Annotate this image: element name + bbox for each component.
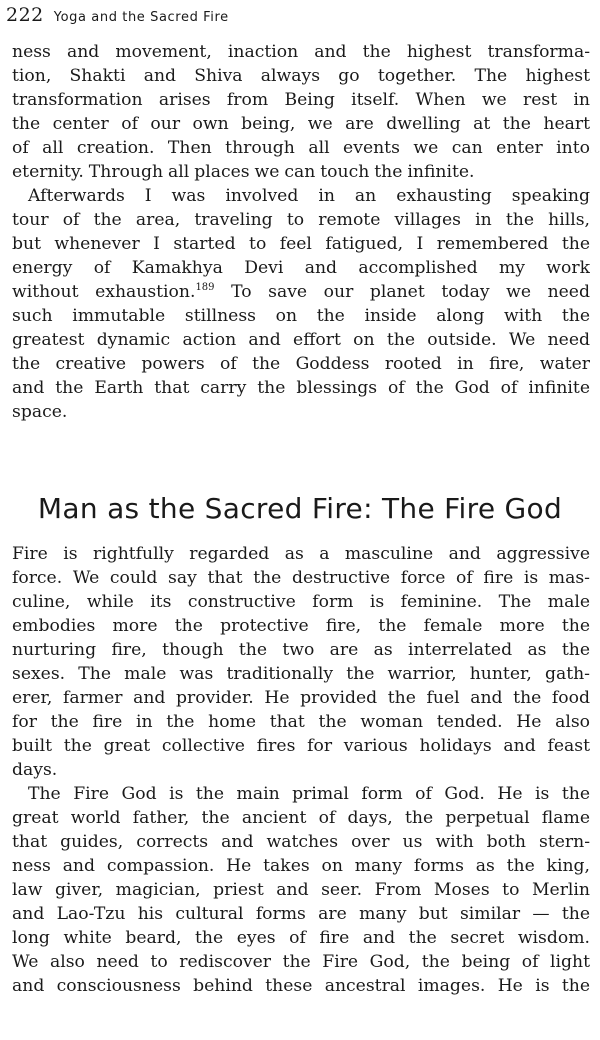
text-line: such immutable stillness on the inside along with the [12, 306, 590, 326]
text-line: great world father, the ancient of days, the perpetual flame [12, 808, 590, 828]
text-line: ness and compassion. He takes on many forms as the king, [12, 856, 590, 876]
text-line: the center of our own being, we are dwelling at the heart [12, 114, 590, 134]
text-line: tion, Shakti and Shiva always go together. The highest [12, 66, 590, 86]
text-line: culine, while its constructive form is feminine. The male [12, 592, 590, 612]
section-text [12, 542, 590, 998]
text-line: sexes. The male was traditionally the warrior, hunter, gath- [12, 664, 590, 684]
text-line: erer, farmer and provider. He provided the fuel and the food [12, 688, 590, 708]
text-line: and the Earth that carry the blessings of the God of infinite [12, 378, 590, 398]
text-line: that guides, corrects and watches over us with both stern- [12, 832, 590, 852]
text-line: We also need to rediscover the Fire God, the being of light [12, 952, 590, 972]
intro-text [12, 40, 590, 424]
text-line: The Fire God is the main primal form of God. He is the [28, 784, 590, 804]
footnote-text-line [12, 280, 590, 304]
text-line: nurturing fire, though the two are as interrelated as the [12, 640, 590, 660]
text-line: space. [12, 402, 68, 422]
footnote-reference: 189 [195, 282, 215, 293]
text-line: greatest dynamic action and effort on the outside. We need [12, 330, 590, 350]
text-line: but whenever I started to feel fatigued, I remembered the [12, 234, 590, 254]
text-fragment: To save our planet today we need [214, 282, 590, 302]
text-line: eternity. Through all places we can touch the infinite. [12, 162, 475, 182]
text-line: of all creation. Then through all events we can enter into [12, 138, 590, 158]
text-line: law giver, magician, priest and seer. From Moses to Merlin [12, 880, 590, 900]
text-line: Fire is rightfully regarded as a masculine and aggressive [12, 544, 590, 564]
text-fragment: without exhaustion. [12, 282, 196, 302]
text-line: tour of the area, traveling to remote villages in the hills, [12, 210, 590, 230]
text-line: and Lao-Tzu his cultural forms are many but similar — the [12, 904, 590, 924]
section-heading: Man as the Sacred Fire: The Fire God [37, 492, 563, 525]
text-line: force. We could say that the destructive force of fire is mas- [12, 568, 590, 588]
text-line: long white beard, the eyes of fire and the secret wisdom. [12, 928, 590, 948]
running-title: Yoga and the Sacred Fire [53, 10, 229, 25]
text-line: and consciousness behind these ancestral images. He is the [12, 976, 590, 996]
text-line: ness and movement, inaction and the highest transforma- [12, 42, 590, 62]
text-line: Afterwards I was involved in an exhausting speaking [28, 186, 590, 206]
text-line: energy of Kamakhya Devi and accomplished my work [12, 258, 590, 278]
text-line: transformation arises from Being itself. When we rest in [12, 90, 590, 110]
text-line: built the great collective fires for various holidays and feast [12, 736, 590, 756]
text-line: for the fire in the home that the woman tended. He also [12, 712, 590, 732]
page-number: 222 [6, 4, 44, 26]
running-head [6, 4, 229, 28]
text-line: days. [12, 760, 58, 780]
text-line: the creative powers of the Goddess rooted in fire, water [12, 354, 590, 374]
text-line: embodies more the protective fire, the female more the [12, 616, 590, 636]
